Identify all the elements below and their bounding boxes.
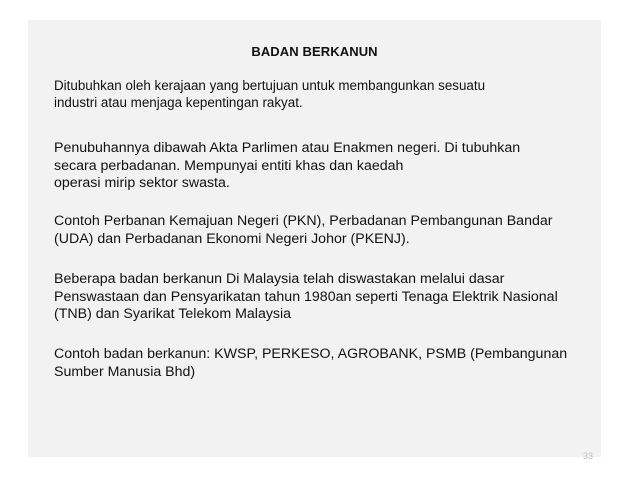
paragraph-definition [54,78,599,111]
text-line: Contoh Perbanan Kemajuan Negeri (PKN), Perbadanan Pembangunan Bandar [54,213,553,229]
paragraph-privatisation [54,271,599,324]
text-line: secara perbadanan. Mempunyai entiti khas dan kaedah [54,157,404,174]
text-line: Penubuhannya dibawah Akta Parlimen atau Enakmen negeri. Di tubuhkan [54,140,521,156]
page-number: 33 [582,451,593,461]
text-line: operasi mirip sektor swasta. [54,175,230,191]
paragraph-examples [54,213,599,248]
text-line: (UDA) dan Perbadanan Ekonomi Negeri Johor (PKENJ). [54,230,410,247]
text-line: Contoh badan berkanun: KWSP, PERKESO, AGROBANK, PSMB (Pembangunan [54,346,568,362]
paragraph-more-examples [54,346,599,381]
slide [28,20,601,461]
text-line: Penswastaan dan Pensyarikatan tahun 1980an seperti Tenaga Elektrik Nasional [54,288,558,305]
paragraph-establishment [54,140,599,193]
slide-title: BADAN BERKANUN [251,44,378,59]
text-line: Sumber Manusia Bhd) [54,363,196,380]
text-line: (TNB) dan Syarikat Telekom Malaysia [54,306,292,322]
text-line: industri atau menjaga kepentingan rakyat. [54,94,303,110]
text-line: Ditubuhkan oleh kerajaan yang bertujuan untuk membangunkan sesuatu [54,78,486,93]
text-line: Beberapa badan berkanun Di Malaysia telah diswastakan melalui dasar [54,271,505,287]
